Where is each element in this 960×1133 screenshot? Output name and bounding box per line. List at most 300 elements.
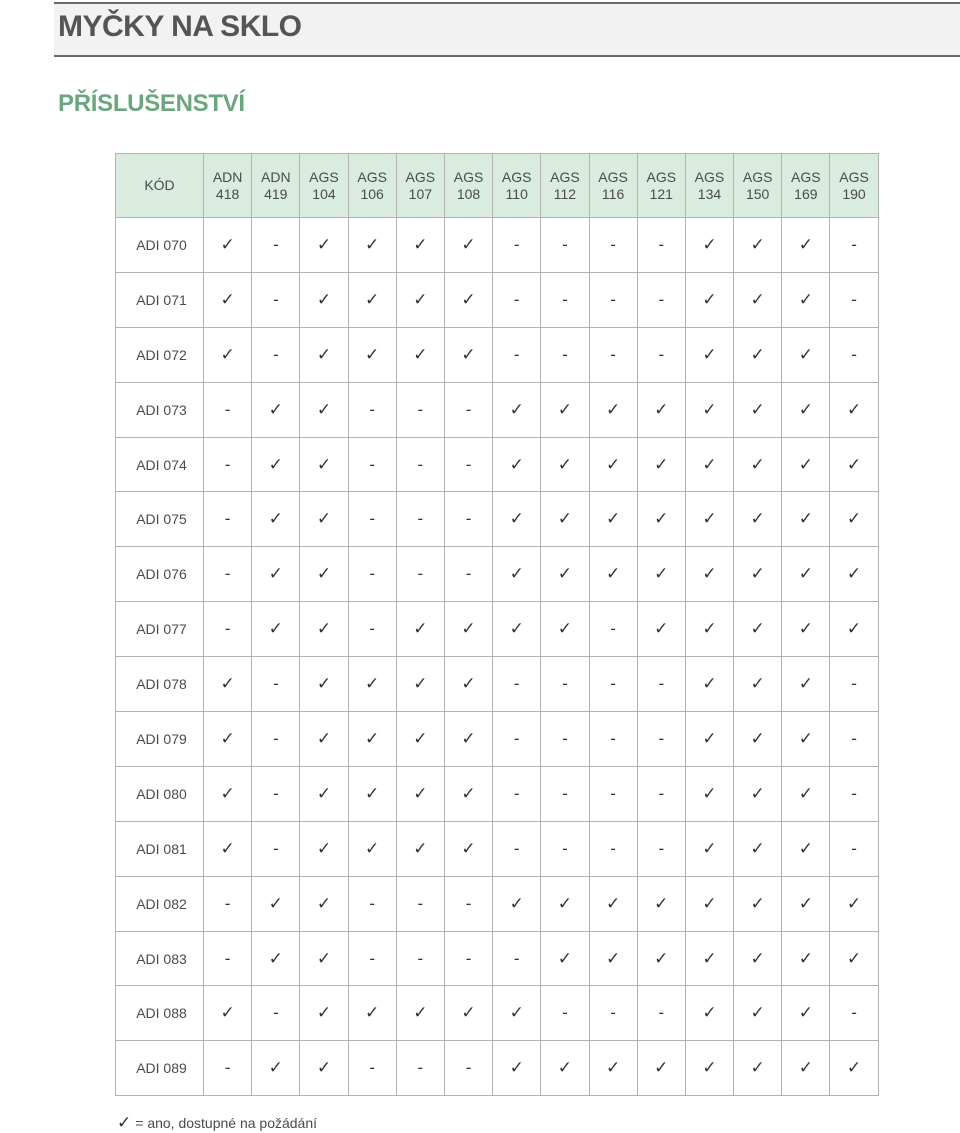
compatibility-cell [396, 602, 444, 657]
check-icon: ✓ [605, 564, 621, 584]
check-icon: ✓ [605, 509, 621, 529]
compatibility-cell [348, 931, 396, 986]
table-row [116, 821, 879, 876]
model-series-label: ADN [212, 168, 243, 185]
compatibility-cell [734, 327, 782, 382]
dash-mark: - [851, 728, 857, 748]
accessory-code: ADI 076 [116, 547, 204, 602]
check-icon: ✓ [268, 399, 283, 419]
table-row [116, 218, 879, 273]
check-icon: ✓ [846, 619, 862, 639]
model-column-header [541, 154, 589, 218]
compatibility-cell [734, 657, 782, 712]
check-icon: ✓ [509, 1003, 524, 1023]
compatibility-cell [637, 712, 685, 767]
check-icon: ✓ [365, 728, 380, 748]
compatibility-cell [734, 382, 782, 437]
compatibility-cell [300, 547, 348, 602]
model-series-label: AGS [694, 168, 725, 185]
table-row [116, 602, 879, 657]
dash-mark: - [417, 564, 424, 584]
dash-mark: - [610, 1003, 616, 1023]
compatibility-cell [204, 218, 252, 273]
compatibility-cell [541, 821, 589, 876]
compatibility-cell [589, 218, 637, 273]
dash-mark: - [465, 893, 472, 913]
compatibility-cell [637, 821, 685, 876]
dash-mark: - [513, 948, 520, 968]
check-icon: ✓ [750, 1058, 765, 1078]
check-icon: ✓ [413, 619, 428, 639]
compatibility-cell [252, 602, 300, 657]
check-icon: ✓ [702, 564, 717, 584]
dash-mark: - [417, 948, 424, 968]
check-icon: ✓ [750, 509, 765, 529]
dash-mark: - [851, 344, 857, 364]
check-icon: ✓ [365, 234, 380, 254]
dash-mark: - [513, 289, 520, 309]
dash-mark: - [417, 893, 424, 913]
check-icon: ✓ [316, 728, 332, 748]
compatibility-cell [396, 1041, 444, 1096]
check-icon: ✓ [220, 344, 235, 364]
check-icon: ✓ [268, 564, 283, 584]
compatibility-cell [348, 712, 396, 767]
compatibility-cell [589, 327, 637, 382]
compatibility-cell [637, 986, 685, 1041]
compatibility-cell [444, 327, 492, 382]
compatibility-cell [204, 437, 252, 492]
check-icon: ✓ [750, 564, 765, 584]
model-series-label: ADN [261, 168, 291, 185]
model-number-label: 104 [312, 185, 336, 202]
check-icon: ✓ [413, 838, 428, 858]
model-series-label: AGS [550, 168, 580, 185]
dash-mark: - [562, 289, 568, 309]
compatibility-cell [782, 766, 830, 821]
check-icon: ✓ [316, 1058, 332, 1078]
compatibility-cell [396, 931, 444, 986]
compatibility-cell [396, 712, 444, 767]
check-icon: ✓ [461, 1003, 476, 1023]
check-icon: ✓ [316, 564, 332, 584]
compatibility-cell [493, 327, 541, 382]
compatibility-cell [734, 712, 782, 767]
compatibility-cell [734, 437, 782, 492]
compatibility-cell [300, 766, 348, 821]
compatibility-cell [493, 766, 541, 821]
compatibility-cell [782, 437, 830, 492]
compatibility-cell [252, 766, 300, 821]
model-number-label: 116 [601, 185, 625, 202]
model-column-header [204, 154, 252, 218]
dash-mark: - [224, 564, 231, 584]
compatibility-cell [541, 657, 589, 712]
compatibility-cell [685, 547, 733, 602]
compatibility-cell [444, 547, 492, 602]
check-icon: ✓ [316, 344, 332, 364]
dash-mark: - [610, 619, 616, 639]
dash-mark: - [562, 234, 568, 254]
compatibility-cell [541, 272, 589, 327]
check-icon: ✓ [413, 1003, 428, 1023]
compatibility-cell [396, 437, 444, 492]
dash-mark: - [851, 674, 857, 694]
compatibility-cell [637, 547, 685, 602]
compatibility-cell [396, 821, 444, 876]
check-icon: ✓ [268, 454, 283, 474]
check-icon: ✓ [413, 674, 428, 694]
check-icon: ✓ [798, 948, 813, 968]
compatibility-cell [589, 657, 637, 712]
check-icon: ✓ [750, 234, 765, 254]
compatibility-cell [637, 218, 685, 273]
check-icon: ✓ [654, 454, 669, 474]
table-row [116, 492, 879, 547]
check-icon: ✓ [509, 509, 524, 529]
compatibility-cell [637, 766, 685, 821]
check-icon: ✓ [220, 1003, 235, 1023]
check-icon: ✓ [220, 289, 235, 309]
check-icon: ✓ [316, 674, 332, 694]
model-number-label: 134 [697, 185, 722, 202]
compatibility-cell [252, 821, 300, 876]
check-icon: ✓ [702, 1058, 717, 1078]
check-icon: ✓ [461, 344, 476, 364]
check-icon: ✓ [654, 509, 669, 529]
accessory-code: ADI 080 [116, 766, 204, 821]
compatibility-cell [300, 437, 348, 492]
compatibility-cell [204, 272, 252, 327]
compatibility-cell [493, 547, 541, 602]
compatibility-cell [782, 876, 830, 931]
compatibility-cell [685, 876, 733, 931]
check-icon: ✓ [702, 893, 717, 913]
check-icon: ✓ [798, 399, 813, 419]
check-icon: ✓ [509, 1058, 524, 1078]
compatibility-cell [204, 766, 252, 821]
check-icon: ✓ [461, 674, 476, 694]
compatibility-cell [830, 218, 878, 273]
check-icon: ✓ [316, 234, 332, 254]
compatibility-cell [782, 657, 830, 712]
model-number-label: 106 [360, 185, 384, 202]
check-icon: ✓ [798, 564, 813, 584]
compatibility-cell [396, 547, 444, 602]
compatibility-cell [782, 602, 830, 657]
compatibility-cell [204, 382, 252, 437]
compatibility-cell [541, 931, 589, 986]
compatibility-cell [396, 492, 444, 547]
compatibility-cell [589, 1041, 637, 1096]
compatibility-cell [637, 931, 685, 986]
compatibility-cell [204, 327, 252, 382]
compatibility-cell [348, 547, 396, 602]
dash-mark: - [513, 674, 520, 694]
dash-mark: - [224, 893, 231, 913]
dash-mark: - [658, 344, 665, 364]
check-icon: ✓ [798, 509, 813, 529]
check-icon: ✓ [798, 454, 813, 474]
check-icon: ✓ [798, 234, 813, 254]
legend [117, 1113, 317, 1133]
compatibility-cell [637, 327, 685, 382]
compatibility-cell [734, 492, 782, 547]
check-icon: ✓ [268, 619, 283, 639]
compatibility-cell [396, 876, 444, 931]
check-icon: ✓ [654, 619, 669, 639]
compatibility-cell [348, 986, 396, 1041]
table-row [116, 382, 879, 437]
check-icon: ✓ [846, 1058, 862, 1078]
check-icon: ✓ [509, 454, 524, 474]
dash-mark: - [417, 1058, 424, 1078]
compatibility-cell [541, 1041, 589, 1096]
compatibility-cell [204, 876, 252, 931]
dash-mark: - [465, 1058, 472, 1078]
model-number-label: 190 [842, 185, 866, 202]
dash-mark: - [417, 509, 424, 529]
check-icon: ✓ [365, 838, 380, 858]
table-row [116, 437, 879, 492]
compatibility-cell [830, 986, 878, 1041]
check-icon: ✓ [702, 619, 717, 639]
check-icon: ✓ [654, 893, 669, 913]
compatibility-cell [782, 382, 830, 437]
compatibility-cell [204, 602, 252, 657]
check-icon: ✓ [702, 509, 717, 529]
compatibility-cell [685, 712, 733, 767]
dash-mark: - [658, 234, 665, 254]
check-icon: ✓ [846, 564, 862, 584]
check-icon: ✓ [220, 728, 235, 748]
model-series-label: AGS [598, 168, 628, 185]
check-icon: ✓ [605, 399, 621, 419]
check-icon: ✓ [220, 674, 235, 694]
compatibility-cell [782, 821, 830, 876]
compatibility-cell [252, 712, 300, 767]
check-icon: ✓ [268, 509, 283, 529]
check-icon: ✓ [316, 783, 332, 803]
check-icon: ✓ [750, 893, 765, 913]
compatibility-cell [252, 327, 300, 382]
compatibility-cell [637, 382, 685, 437]
check-icon: ✓ [268, 1058, 283, 1078]
check-icon: ✓ [798, 619, 813, 639]
compatibility-cell [782, 931, 830, 986]
check-icon: ✓ [654, 1058, 669, 1078]
compatibility-cell [493, 602, 541, 657]
model-number-label: 150 [745, 185, 770, 202]
compatibility-cell [541, 437, 589, 492]
compatibility-cell [204, 1041, 252, 1096]
dash-mark: - [658, 1003, 665, 1023]
dash-mark: - [851, 234, 857, 254]
compatibility-cell [493, 272, 541, 327]
compatibility-cell [685, 437, 733, 492]
table-row [116, 327, 879, 382]
check-icon: ✓ [702, 783, 717, 803]
dash-mark: - [610, 783, 616, 803]
check-icon: ✓ [605, 1058, 621, 1078]
accessory-code: ADI 082 [116, 876, 204, 931]
compatibility-cell [204, 931, 252, 986]
compatibility-cell [348, 602, 396, 657]
check-icon: ✓ [461, 234, 476, 254]
model-column-header [685, 154, 733, 218]
compatibility-table [115, 153, 879, 1096]
compatibility-cell [541, 876, 589, 931]
check-icon: ✓ [750, 399, 765, 419]
compatibility-cell [444, 712, 492, 767]
compatibility-cell [252, 437, 300, 492]
dash-mark: - [465, 564, 472, 584]
model-series-label: AGS [453, 168, 484, 185]
compatibility-cell [637, 602, 685, 657]
compatibility-cell [685, 821, 733, 876]
compatibility-cell [348, 437, 396, 492]
compatibility-cell [685, 931, 733, 986]
check-icon: ✓ [220, 783, 235, 803]
dash-mark: - [417, 399, 424, 419]
compatibility-cell [493, 437, 541, 492]
compatibility-cell [637, 272, 685, 327]
check-icon: ✓ [702, 948, 717, 968]
dash-mark: - [562, 838, 568, 858]
compatibility-cell [300, 382, 348, 437]
model-series-label: AGS [791, 168, 821, 185]
dash-mark: - [369, 619, 375, 639]
model-number-label: 418 [215, 185, 240, 202]
dash-mark: - [562, 674, 568, 694]
check-icon: ✓ [365, 1003, 380, 1023]
dash-mark: - [562, 783, 568, 803]
compatibility-cell [348, 327, 396, 382]
check-icon: ✓ [509, 564, 524, 584]
compatibility-cell [782, 712, 830, 767]
compatibility-cell [734, 218, 782, 273]
check-icon: ✓ [268, 948, 283, 968]
check-icon: ✓ [750, 838, 765, 858]
compatibility-cell [830, 272, 878, 327]
check-icon: ✓ [702, 289, 717, 309]
check-icon: ✓ [798, 838, 813, 858]
dash-mark: - [272, 1003, 279, 1023]
compatibility-cell [685, 492, 733, 547]
check-icon: ✓ [750, 619, 765, 639]
model-column-header [589, 154, 637, 218]
check-icon: ✓ [702, 399, 717, 419]
compatibility-cell [830, 547, 878, 602]
compatibility-cell [541, 492, 589, 547]
model-column-header [782, 154, 830, 218]
table-row [116, 657, 879, 712]
compatibility-cell [541, 547, 589, 602]
compatibility-cell [204, 986, 252, 1041]
check-icon: ✓ [798, 1003, 813, 1023]
check-icon: ✓ [798, 674, 813, 694]
compatibility-cell [830, 602, 878, 657]
compatibility-cell [300, 602, 348, 657]
dash-mark: - [417, 454, 424, 474]
compatibility-cell [444, 821, 492, 876]
compatibility-cell [348, 382, 396, 437]
compatibility-cell [734, 876, 782, 931]
check-icon: ✓ [557, 454, 573, 474]
compatibility-cell [300, 712, 348, 767]
check-icon: ✓ [702, 674, 717, 694]
compatibility-cell [637, 492, 685, 547]
compatibility-cell [252, 876, 300, 931]
dash-mark: - [224, 509, 231, 529]
accessory-code: ADI 074 [116, 437, 204, 492]
compatibility-cell [589, 437, 637, 492]
code-column-header: KÓD [116, 154, 204, 218]
check-icon: ✓ [654, 948, 669, 968]
compatibility-cell [782, 327, 830, 382]
dash-mark: - [224, 454, 231, 474]
dash-mark: - [610, 838, 616, 858]
check-icon: ✓ [846, 454, 862, 474]
compatibility-cell [300, 821, 348, 876]
dash-mark: - [513, 838, 520, 858]
check-icon: ✓ [316, 838, 332, 858]
compatibility-cell [589, 272, 637, 327]
check-icon: ✓ [654, 399, 669, 419]
check-icon: ✓ [605, 948, 621, 968]
check-icon: ✓ [846, 948, 862, 968]
compatibility-cell [348, 272, 396, 327]
compatibility-cell [589, 766, 637, 821]
check-icon: ✓ [846, 893, 862, 913]
compatibility-cell [589, 986, 637, 1041]
check-icon: ✓ [509, 893, 524, 913]
compatibility-cell [734, 931, 782, 986]
check-icon: ✓ [846, 399, 862, 419]
accessory-code: ADI 078 [116, 657, 204, 712]
compatibility-cell [734, 547, 782, 602]
dash-mark: - [562, 344, 568, 364]
table-header-row [116, 154, 879, 218]
check-icon: ✓ [557, 399, 573, 419]
table-row [116, 986, 879, 1041]
compatibility-cell [396, 382, 444, 437]
compatibility-cell [204, 492, 252, 547]
dash-mark: - [369, 509, 375, 529]
dash-mark: - [658, 728, 665, 748]
table-row [116, 712, 879, 767]
model-series-label: AGS [839, 168, 869, 185]
dash-mark: - [272, 838, 279, 858]
compatibility-cell [830, 876, 878, 931]
check-icon: ✓ [461, 783, 476, 803]
model-number-label: 112 [553, 185, 577, 202]
compatibility-cell [300, 876, 348, 931]
check-icon: ✓ [654, 564, 669, 584]
compatibility-cell [444, 218, 492, 273]
table-row [116, 272, 879, 327]
legend-text: = ano, dostupné na požádání [135, 1115, 318, 1131]
check-icon: ✓ [557, 509, 573, 529]
check-icon: ✓ [413, 344, 428, 364]
dash-mark: - [610, 234, 616, 254]
check-icon: ✓ [461, 728, 476, 748]
compatibility-cell [685, 766, 733, 821]
accessory-code: ADI 089 [116, 1041, 204, 1096]
dash-mark: - [513, 344, 520, 364]
compatibility-cell [493, 492, 541, 547]
model-series-label: AGS [501, 168, 532, 185]
